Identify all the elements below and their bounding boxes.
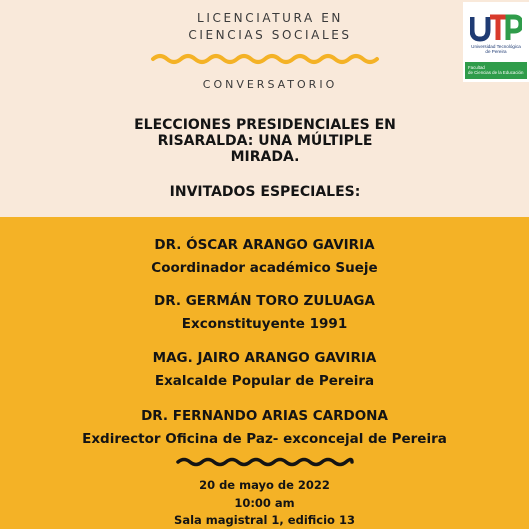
event-title bbox=[100, 117, 430, 165]
guest-name: DR. FERNANDO ARIAS CARDONA bbox=[141, 408, 388, 424]
guests-heading: INVITADOS ESPECIALES: bbox=[169, 184, 361, 200]
faculty-badge: Facultad de Ciencias de la Educación bbox=[465, 62, 527, 79]
guest-role: Exalcalde Popular de Pereira bbox=[154, 373, 375, 389]
utp-logo-icon bbox=[470, 14, 522, 42]
program-title bbox=[150, 10, 390, 44]
event-date: 20 de mayo de 2022 bbox=[199, 478, 330, 492]
wave-divider-bottom bbox=[175, 456, 355, 468]
guest-entry bbox=[0, 237, 529, 276]
guest-name: DR. ÓSCAR ARANGO GAVIRIA bbox=[154, 237, 375, 253]
title-line-3: MIRADA. bbox=[230, 149, 300, 165]
guest-role: Exdirector Oficina de Paz- exconcejal de Pereira bbox=[82, 431, 447, 447]
university-name: Universidad Tecnológica de Pereira bbox=[471, 44, 521, 54]
wave-divider-top bbox=[149, 52, 381, 66]
event-details bbox=[0, 477, 529, 529]
guest-name: MAG. JAIRO ARANGO GAVIRIA bbox=[152, 350, 377, 366]
program-line-2: CIENCIAS SOCIALES bbox=[188, 28, 352, 42]
utp-logo bbox=[463, 2, 529, 82]
guest-role: Exconstituyente 1991 bbox=[181, 316, 348, 332]
guest-role: Coordinador académico Sueje bbox=[151, 260, 378, 276]
event-time: 10:00 am bbox=[234, 495, 295, 510]
title-line-2: RISARALDA: UNA MÚLTIPLE bbox=[157, 133, 373, 149]
program-line-1: LICENCIATURA EN bbox=[197, 11, 343, 25]
guest-entry bbox=[0, 350, 529, 389]
guest-entry bbox=[0, 293, 529, 332]
title-line-1: ELECCIONES PRESIDENCIALES EN bbox=[134, 117, 396, 133]
guest-entry bbox=[0, 408, 529, 447]
event-type: CONVERSATORIO bbox=[202, 78, 338, 91]
event-place: Sala magistral 1, edificio 13 bbox=[174, 513, 355, 527]
guest-name: DR. GERMÁN TORO ZULUAGA bbox=[154, 293, 375, 309]
